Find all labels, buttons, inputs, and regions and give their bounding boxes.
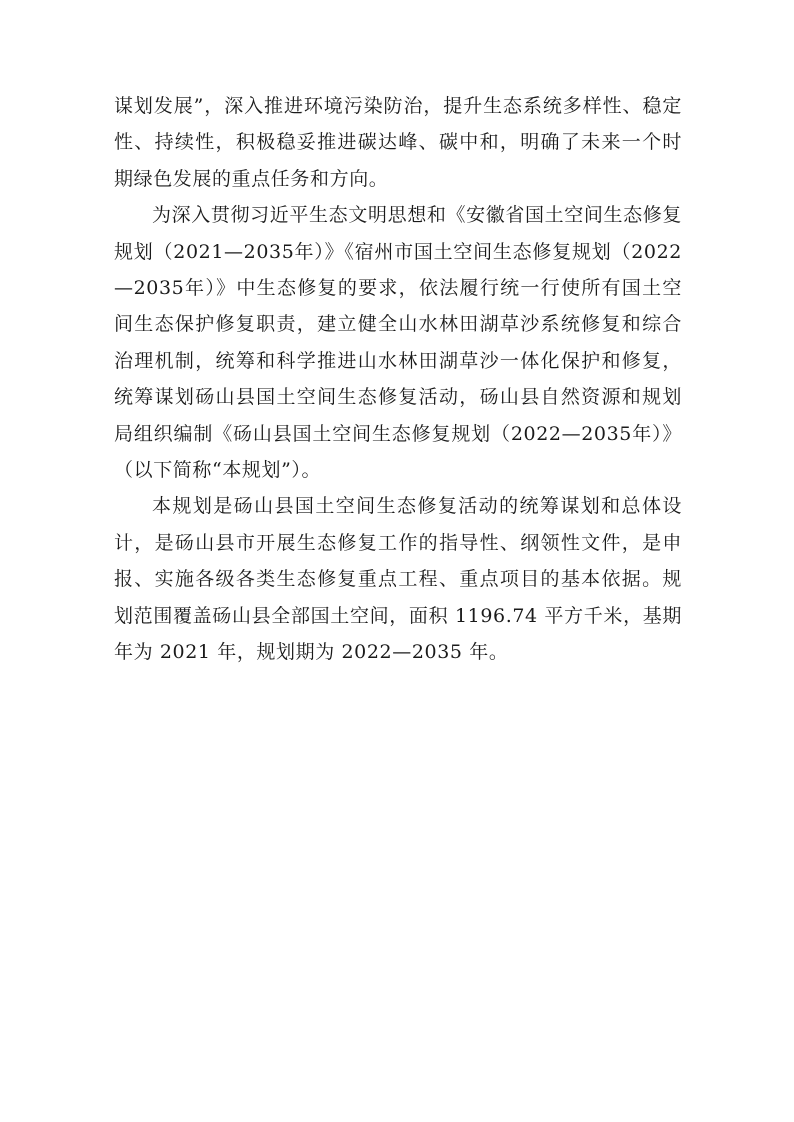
paragraph-purpose: 为深入贯彻习近平生态文明思想和《安徽省国土空间生态修复规划（2021—2035年）》《宿州市国土空间生态修复规划（2022—2035年）》中生态修复的要求，依法履行统一行使所有国土空间生态保护修复职责，建立健全山水林田湖草沙系统修复和综合治理机制，统筹和科学推进山水林田湖草沙一体化保护和修复，统筹谋划砀山县国土空间生态修复活动，砀山县自然资源和规划局组织编制《砀山县国土空间生态修复规划（2022—2035年）》（以下简称“本规划”）。 [114, 204, 682, 482]
paragraph-continuation: 谋划发展”，深入推进环境污染防治，提升生态系统多样性、稳定性、持续性，积极稳妥推进碳达峰、碳中和，明确了未来一个时期绿色发展的重点任务和方向。 [114, 95, 682, 190]
paragraph-scope: 本规划是砀山县国土空间生态修复活动的统筹谋划和总体设计，是砀山县市开展生态修复工作的指导性、纲领性文件，是申报、实施各级各类生态修复重点工程、重点项目的基本依据。规划范围覆盖砀山县全部国土空间，面积 1196.74 平方千米，基期年为 2021 年，规划期为 2022—2035 年。 [114, 495, 682, 664]
document-body [114, 88, 682, 671]
